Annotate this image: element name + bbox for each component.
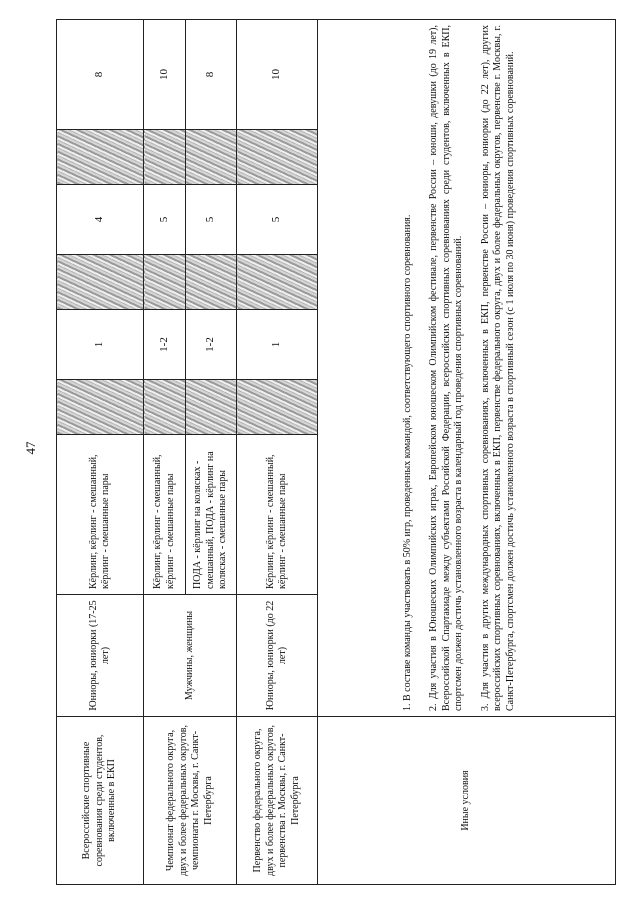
requirements-table (56, 19, 616, 885)
condition-item: 2. Для участия в Юношеских Олимпийских играх, Европейском юношеском Олимпийском фестивале, первенстве России – юноши, девушки (до 19 лет), Всероссийской Спартакиаде между субъектами Российской Федерации, всероссийских спортивных соревнованиях среди студентов, включенных в ЕКП, спортсмен должен достичь установленного возраста в календарный год проведения спортивных соревнований. (428, 25, 465, 711)
shaded-cell (57, 255, 144, 310)
conditions-label: Иные условия (318, 717, 616, 885)
condition-item: 3. Для участия в других международных спортивных соревнованиях, включенных в ЕКП, первенстве России – юниоры, юниорки (до 22 лет), других всероссийских спортивных соревнованиях, включенных в ЕКП, первенстве федерального округа, двух и более федеральных округов, первенстве г. Москвы, г. Санкт-Петербурга, спортсмен должен достичь установленного возраста в спортивный сезон (с 1 июля по 30 июня) проведения спортивных соревнований. (479, 25, 516, 711)
place-value: 10 (144, 20, 186, 130)
place-value: 10 (237, 20, 318, 130)
place-value: 8 (57, 20, 144, 130)
condition-item: 1. В составе команды участвовать в 50% игр, проведенных командой, соответствующего спортивного соревнования. (401, 214, 413, 711)
place-value: 8 (186, 20, 237, 130)
shaded-cell (186, 130, 237, 185)
conditions-row (318, 20, 616, 885)
page-number: 47 (23, 441, 38, 455)
discipline: ПОДА - кёрлинг на колясках - смешанный, ПОДА - кёрлинг на колясках - смешанные пары (186, 435, 237, 595)
shaded-cell (186, 255, 237, 310)
place-value: 4 (57, 185, 144, 255)
competition-name: Всероссийские спортивные соревнования среди студентов, включенные в ЕКП (57, 717, 144, 885)
place-value: 5 (237, 185, 318, 255)
shaded-cell (186, 380, 237, 435)
age-group: Юниоры, юниорки (до 22 лет) (237, 595, 318, 717)
place-value: 1-2 (186, 310, 237, 380)
shaded-cell (144, 130, 186, 185)
shaded-cell (144, 255, 186, 310)
place-value: 5 (144, 185, 186, 255)
place-value: 1 (237, 310, 318, 380)
conditions-text (318, 20, 616, 717)
table-row (57, 20, 144, 885)
shaded-cell (57, 130, 144, 185)
shaded-cell (237, 380, 318, 435)
competition-name: Чемпионат федерального округа, двух и более федеральных округов, чемпионаты г. Москвы, г. Санкт-Петербурга (144, 717, 237, 885)
competition-name: Первенство федерального округа, двух и более федеральных округов, первенства г. Москвы, г. Санкт-Петербурга (237, 717, 318, 885)
shaded-cell (237, 255, 318, 310)
age-group: Юниоры, юниорки (17-25 лет) (57, 595, 144, 717)
table-row (144, 20, 186, 885)
age-group: Мужчины, женщины (144, 595, 237, 717)
shaded-cell (237, 130, 318, 185)
shaded-cell (144, 380, 186, 435)
rotated-table-container (56, 20, 616, 885)
discipline: Кёрлинг, кёрлинг - смешанный, кёрлинг - смешанные пары (57, 435, 144, 595)
place-value: 1 (57, 310, 144, 380)
place-value: 5 (186, 185, 237, 255)
discipline: Кёрлинг, кёрлинг - смешанный, кёрлинг - смешанные пары (237, 435, 318, 595)
shaded-cell (57, 380, 144, 435)
table-row (237, 20, 318, 885)
place-value: 1-2 (144, 310, 186, 380)
discipline: Кёрлинг, кёрлинг - смешанный, кёрлинг - смешанные пары (144, 435, 186, 595)
